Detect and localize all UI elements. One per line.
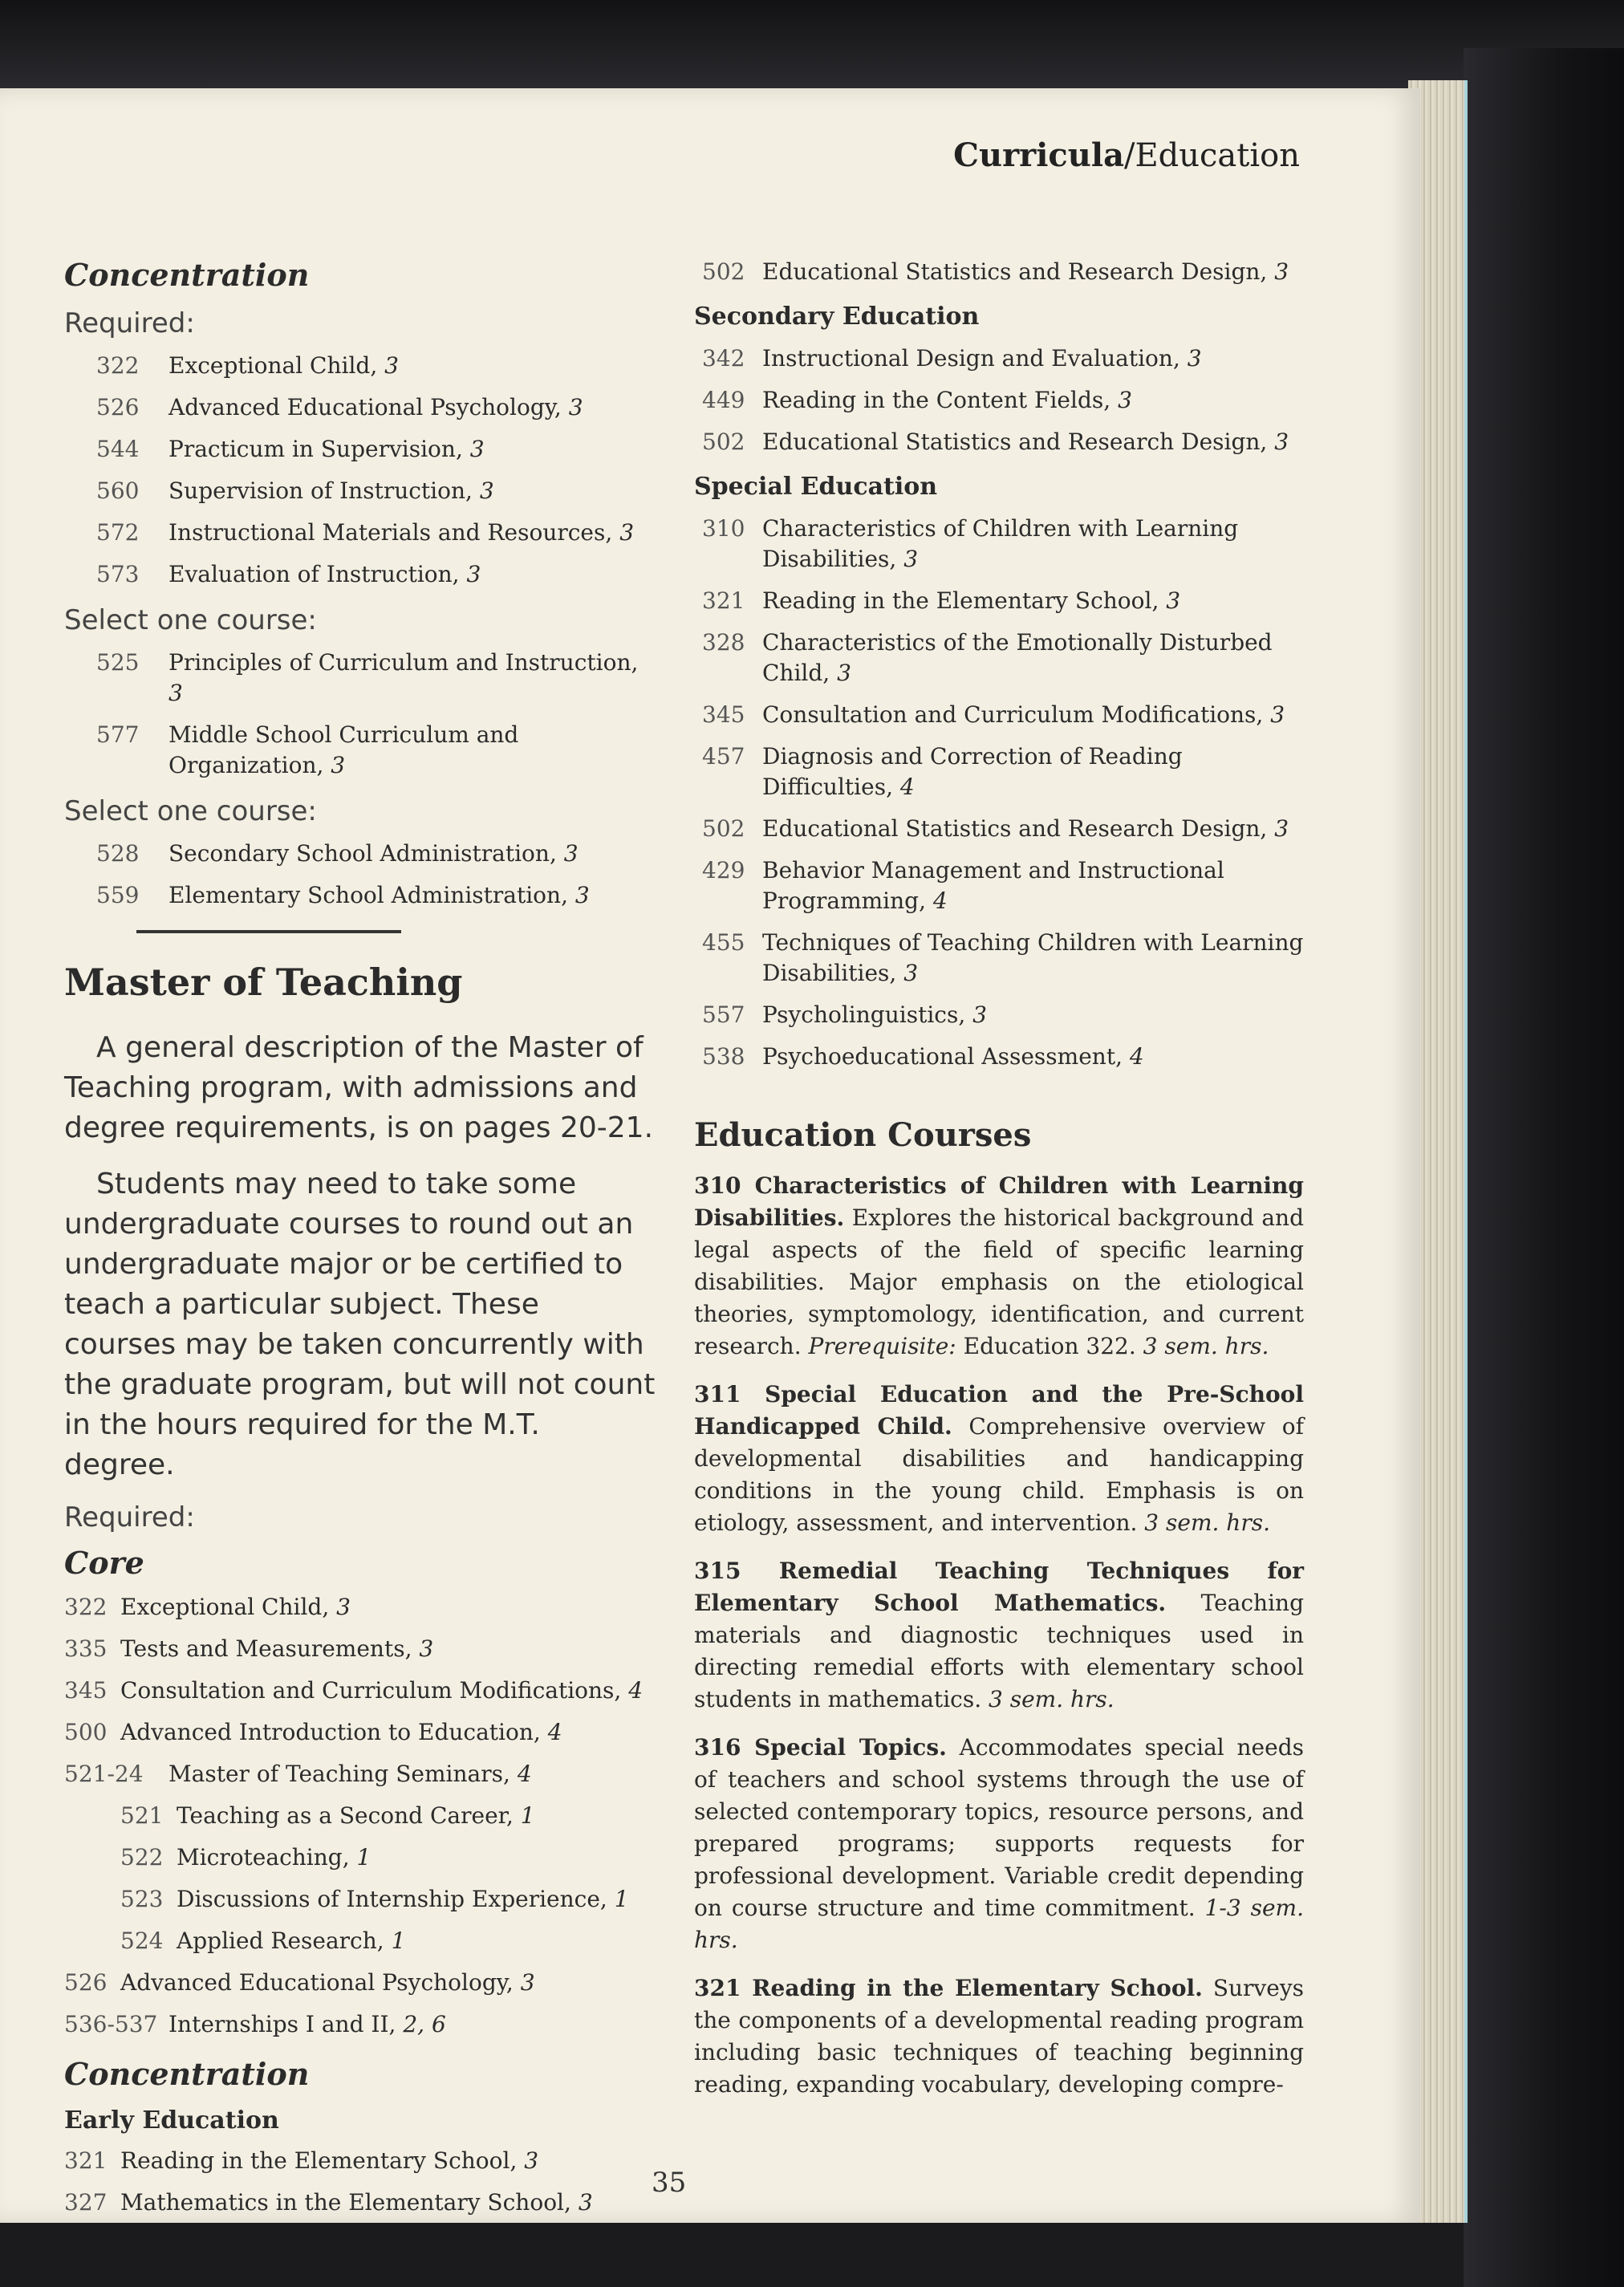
course-title: Exceptional Child, 3 — [120, 1594, 351, 1620]
course-number: 577 — [96, 721, 140, 748]
course-row — [64, 1634, 658, 1664]
course-title: Middle School Curriculum and Organization, 3 — [168, 721, 519, 778]
course-credit: 4 — [932, 888, 948, 914]
course-title: Elementary School Administration, 3 — [168, 882, 590, 908]
course-credit: 3 — [574, 882, 590, 908]
top-course-list — [694, 257, 1304, 287]
course-row — [694, 928, 1304, 989]
course-credit: 3 — [1274, 429, 1289, 455]
course-number: 528 — [96, 840, 140, 867]
course-title: Mathematics in the Elementary School, 3 — [120, 2189, 593, 2216]
course-credit: 3 — [1187, 345, 1202, 372]
course-number: 573 — [96, 561, 140, 587]
course-row — [64, 839, 658, 869]
course-row — [694, 1000, 1304, 1030]
course-title: Practicum in Supervision, 3 — [168, 436, 485, 462]
course-row — [694, 343, 1304, 374]
course-credit: 3 — [1166, 587, 1181, 614]
course-description: 310 Characteristics of Children with Learning Disabilities. Explores the historical background and legal aspects of the field of specific learning disabilities. Major emphasis on the etiological theories, symptomology, identification, and current research. Prerequisite: Education 322. 3 sem. hrs. — [694, 1172, 1304, 1359]
course-title: Principles of Curriculum and Instruction, 3 — [168, 649, 639, 706]
left-column — [64, 257, 658, 2229]
course-title: Reading in the Content Fields, 3 — [762, 387, 1132, 413]
secondary-education-label: Secondary Education — [694, 303, 980, 331]
course-row — [64, 559, 658, 590]
course-title: Discussions of Internship Experience, 1 — [177, 1886, 629, 1912]
select-label: Select one course: — [64, 604, 317, 636]
course-row — [64, 1676, 658, 1706]
course-number: 322 — [64, 1594, 108, 1620]
course-row — [64, 1926, 658, 1956]
course-row — [694, 514, 1304, 575]
book-page — [0, 88, 1420, 2223]
course-credit: 3 — [520, 1969, 535, 1996]
course-row — [64, 1592, 658, 1623]
course-number: 429 — [702, 857, 745, 884]
course-title: Advanced Educational Psychology, 3 — [168, 394, 583, 420]
course-row — [64, 1801, 658, 1831]
course-number: 327 — [64, 2189, 108, 2216]
concentration-heading: Concentration — [64, 257, 310, 293]
course-number: 522 — [120, 1844, 164, 1871]
course-row — [64, 880, 658, 911]
course-title: Characteristics of Children with Learning Disabilities, 3 — [762, 515, 1239, 572]
master-paragraph-1: A general description of the Master of Teaching program, with admissions and degree requirements, is on pages 20-21. — [64, 1031, 654, 1144]
course-row — [694, 700, 1304, 730]
course-credit: 1 — [356, 1844, 371, 1871]
course-description: 315 Remedial Teaching Techniques for Elementary School Mathematics. Teaching materials and diagnostic techniques used in directing remedial efforts with elementary school students in mathematics. 3 sem. hrs. — [694, 1558, 1305, 1712]
course-number: 342 — [702, 345, 745, 372]
course-number: 345 — [64, 1677, 108, 1704]
course-credit: 4 — [547, 1719, 562, 1745]
course-credit: 3 — [1270, 701, 1285, 728]
course-credit: 3 — [1274, 815, 1289, 842]
course-descriptions — [694, 1170, 1304, 2101]
course-title: Educational Statistics and Research Design, 3 — [762, 258, 1289, 285]
course-credit: 3 — [331, 752, 346, 778]
course-number: 321 — [702, 587, 745, 614]
course-title: Consultation and Curriculum Modifications, 3 — [762, 701, 1285, 728]
course-row — [694, 741, 1304, 802]
course-title: Psycholinguistics, 3 — [762, 1001, 987, 1028]
course-credit: 3 — [524, 2147, 539, 2174]
course-credit: 3 — [972, 1001, 987, 1028]
seminar-course: 521-24 Master of Teaching Seminars, 4 — [64, 1761, 532, 1787]
course-row — [694, 628, 1304, 689]
course-credit: 3 — [479, 477, 494, 504]
core-heading: Core — [64, 1545, 144, 1581]
course-number: 321 — [64, 2147, 108, 2174]
course-number: 526 — [96, 394, 140, 420]
special-education-label: Special Education — [694, 473, 938, 501]
course-title: Applied Research, 1 — [177, 1927, 406, 1954]
required-course-list — [64, 351, 658, 590]
course-row — [64, 518, 658, 548]
course-number: 538 — [702, 1043, 745, 1070]
course-number: 559 — [96, 882, 140, 908]
course-credit: 3 — [578, 2189, 593, 2216]
course-row — [64, 1884, 658, 1915]
course-number: 521 — [120, 1802, 164, 1829]
course-title: Consultation and Curriculum Modifications, 4 — [120, 1677, 644, 1704]
course-row — [694, 814, 1304, 844]
course-title: Techniques of Teaching Children with Learning Disabilities, 3 — [762, 929, 1304, 986]
course-number: 502 — [702, 815, 745, 842]
course-title: Advanced Educational Psychology, 3 — [120, 1969, 535, 1996]
course-row — [64, 392, 658, 423]
course-description: 316 Special Topics. Accommodates special needs of teachers and school systems through the use of selected contemporary topics, resource persons, and prepared programs; supports requests for professional development. Variable credit depending on course structure and time commitment. 1-3 sem. hrs. — [694, 1734, 1304, 1953]
course-row — [694, 586, 1304, 616]
course-credit: 3 — [419, 1635, 434, 1662]
section-divider — [136, 930, 401, 933]
book-cover-right — [1464, 48, 1624, 2287]
course-title: Educational Statistics and Research Design, 3 — [762, 815, 1289, 842]
course-row — [64, 351, 658, 381]
course-title: Microteaching, 1 — [177, 1844, 371, 1871]
book-cover-top — [0, 0, 1624, 88]
master-paragraph-2: Students may need to take some undergraduate courses to round out an undergraduate major or be certified to teach a particular subject. These courses may be taken concurrently with the graduate program, but will not count in the hours required for the M.T. degree. — [64, 1168, 656, 1481]
select-course-list-1 — [64, 648, 658, 781]
course-number: 557 — [702, 1001, 745, 1028]
course-title: Teaching as a Second Career, 1 — [177, 1802, 535, 1829]
course-row — [64, 1717, 658, 1748]
course-number: 572 — [96, 519, 140, 546]
course-number: 328 — [702, 629, 745, 656]
running-head: Curricula/Education — [953, 136, 1300, 174]
course-row — [64, 648, 658, 709]
course-number: 310 — [702, 515, 745, 542]
course-row — [64, 2187, 658, 2218]
course-row — [64, 476, 658, 506]
course-credit: 3 — [336, 1594, 351, 1620]
course-credit: 4 — [899, 774, 915, 800]
course-row — [64, 720, 658, 781]
page-number: 35 — [652, 2167, 687, 2199]
special-course-list — [694, 514, 1304, 1072]
course-credit: 3 — [837, 660, 851, 686]
course-title: Instructional Materials and Resources, 3 — [168, 519, 635, 546]
course-title: Tests and Measurements, 3 — [120, 1635, 434, 1662]
course-number: 502 — [702, 258, 745, 285]
course-number: 524 — [120, 1927, 164, 1954]
course-number: 525 — [96, 649, 140, 676]
course-title: Educational Statistics and Research Design, 3 — [762, 429, 1289, 455]
required-label: Required: — [64, 307, 195, 339]
select-label-2: Select one course: — [64, 795, 317, 827]
education-courses-heading: Education Courses — [694, 1116, 1032, 1154]
course-credit: 1 — [391, 1927, 406, 1954]
right-column — [694, 257, 1304, 2117]
core-course-list-2 — [64, 1968, 658, 1998]
course-row — [694, 385, 1304, 416]
select-course-list-2 — [64, 839, 658, 911]
course-number: 345 — [702, 701, 745, 728]
course-title: Evaluation of Instruction, 3 — [168, 561, 481, 587]
course-title: Reading in the Elementary School, 3 — [120, 2147, 539, 2174]
course-credit: 3 — [619, 519, 635, 546]
course-title: Psychoeducational Assessment, 4 — [762, 1043, 1144, 1070]
course-number: 449 — [702, 387, 745, 413]
course-title: Instructional Design and Evaluation, 3 — [762, 345, 1202, 372]
course-number: 523 — [120, 1886, 164, 1912]
course-credit: 3 — [1274, 258, 1289, 285]
course-row — [64, 1842, 658, 1873]
course-credit: 3 — [1118, 387, 1132, 413]
course-title: Exceptional Child, 3 — [168, 352, 399, 379]
course-credit: 3 — [469, 436, 485, 462]
course-title: Secondary School Administration, 3 — [168, 840, 579, 867]
course-number: 560 — [96, 477, 140, 504]
course-credit: 1 — [520, 1802, 535, 1829]
required-label-2: Required: — [64, 1501, 195, 1533]
early-education-label: Early Education — [64, 2106, 279, 2135]
concentration-heading-2: Concentration — [64, 2056, 310, 2092]
course-number: 455 — [702, 929, 745, 956]
course-credit: 4 — [628, 1677, 644, 1704]
course-description: 321 Reading in the Elementary School. Surveys the components of a developmental reading program including basic techniques of teaching beginning reading, expanding vocabulary, developing compre- — [694, 1975, 1305, 2098]
course-description: 311 Special Education and the Pre-School Handicapped Child. Comprehensive overview of developmental disabilities and handicapping conditions in the young child. Emphasis is on etiology, assessment, and intervention. 3 sem. hrs. — [694, 1381, 1304, 1536]
course-row — [694, 257, 1304, 287]
course-number: 544 — [96, 436, 140, 462]
course-row — [694, 427, 1304, 457]
course-credit: 3 — [384, 352, 399, 379]
secondary-course-list — [694, 343, 1304, 457]
course-title: Characteristics of the Emotionally Disturbed Child, 3 — [762, 629, 1273, 686]
core-course-list — [64, 1592, 658, 1748]
course-credit: 3 — [466, 561, 481, 587]
course-number: 457 — [702, 743, 745, 770]
course-number: 335 — [64, 1635, 108, 1662]
course-credit: 3 — [568, 394, 583, 420]
course-number: 500 — [64, 1719, 108, 1745]
course-credit: 3 — [563, 840, 579, 867]
course-title: Supervision of Instruction, 3 — [168, 477, 494, 504]
course-number: 502 — [702, 429, 745, 455]
course-title: Advanced Introduction to Education, 4 — [120, 1719, 562, 1745]
course-credit: 3 — [903, 546, 919, 572]
course-credit: 3 — [903, 960, 919, 986]
course-row — [694, 1042, 1304, 1072]
course-credit: 3 — [168, 680, 183, 706]
course-row — [64, 2146, 658, 2176]
course-title: Behavior Management and Instructional Programming, 4 — [762, 857, 1224, 914]
course-credit: 1 — [614, 1886, 629, 1912]
seminar-sub-list — [64, 1801, 658, 1956]
course-row — [694, 855, 1304, 916]
course-title: Diagnosis and Correction of Reading Difficulties, 4 — [762, 743, 1183, 800]
course-credit: 4 — [1129, 1043, 1144, 1070]
early-course-list — [64, 2146, 658, 2218]
course-number: 526 — [64, 1969, 108, 1996]
course-row — [64, 1968, 658, 1998]
master-of-teaching-heading: Master of Teaching — [64, 961, 463, 1004]
course-number: 322 — [96, 352, 140, 379]
course-row — [64, 434, 658, 465]
internship-course: 536-537 Internships I and II, 2, 6 — [64, 2011, 446, 2037]
course-title: Reading in the Elementary School, 3 — [762, 587, 1181, 614]
